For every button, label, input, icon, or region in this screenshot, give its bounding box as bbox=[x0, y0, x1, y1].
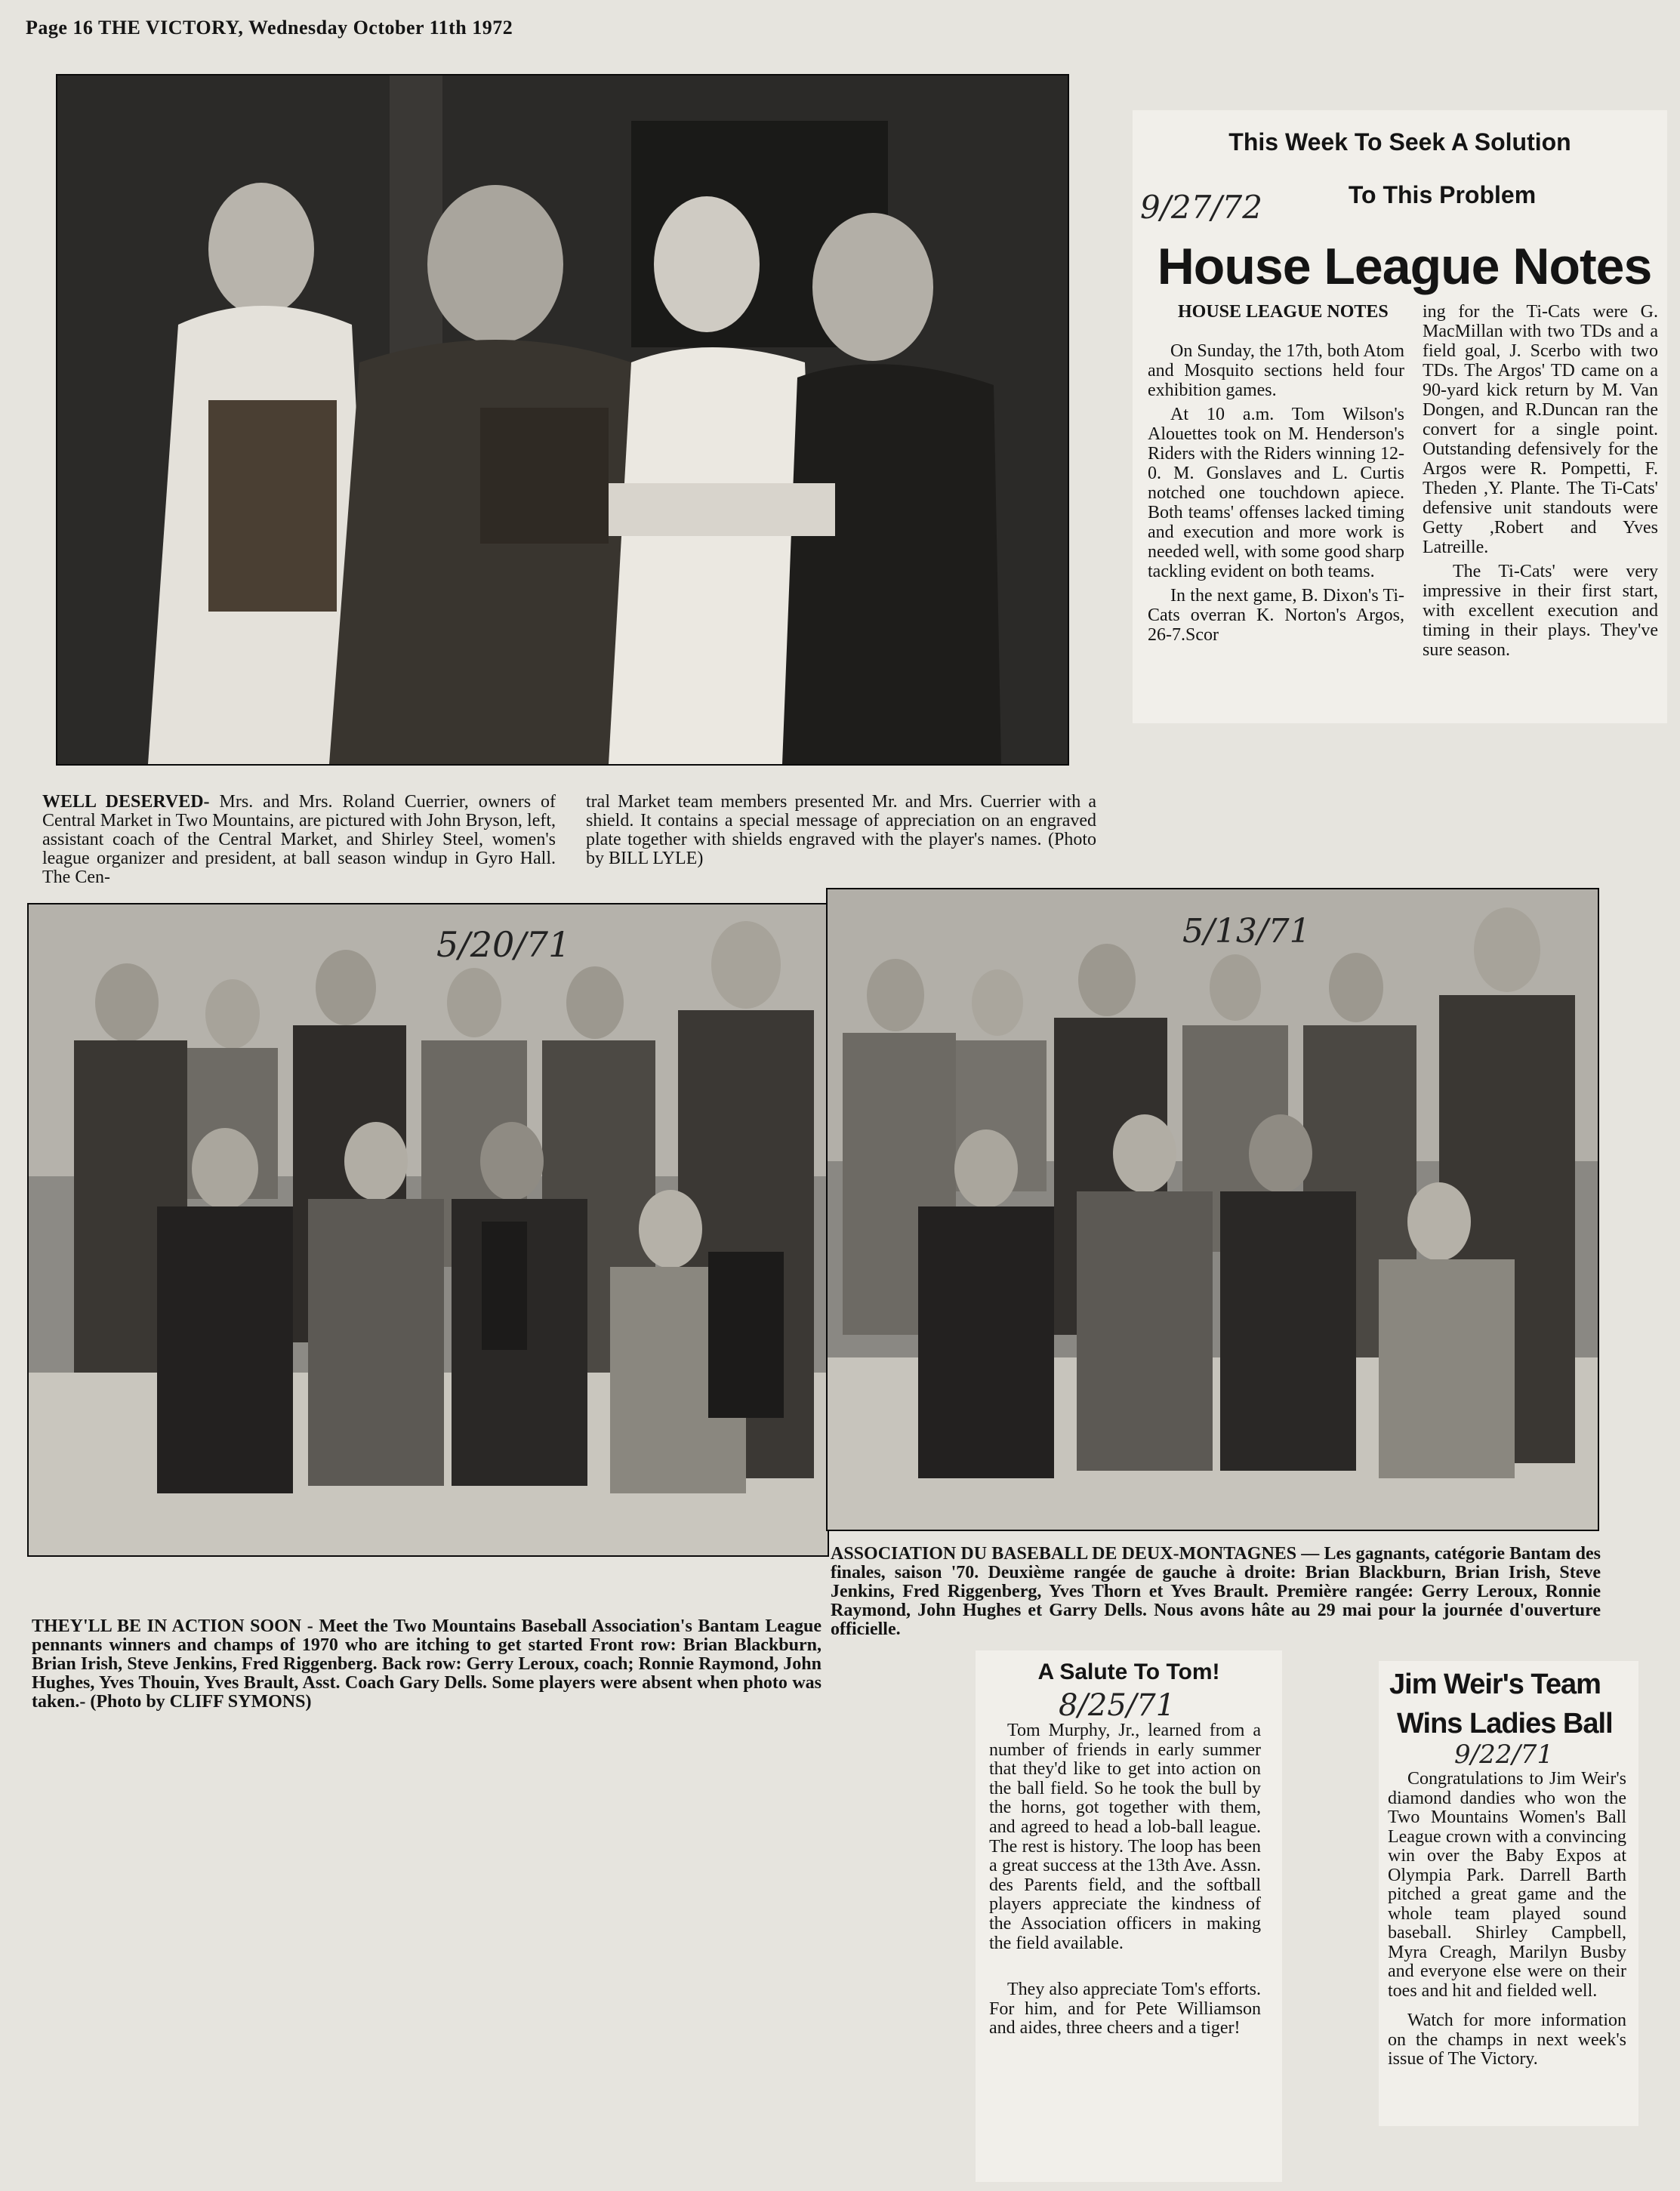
caption-text: — Les gagnants, catégorie Bantam des finales, saison '70. Deuxième rangée de gauche à droite: Brian Blackburn, Brian Irish, Steve Jenkins, Fred Riggenberg, Yves Thorn et Yves Brault. Première rangée: Gerry Leroux, Ronnie Raymond, John Hughes et Garry Dells. Nous avons hâte au 29 mai pour la journée d'ouverture officielle. bbox=[831, 1544, 1601, 1639]
bantam-team-photo-left bbox=[27, 903, 829, 1557]
headline-line-1: Jim Weir's Team bbox=[1389, 1669, 1601, 1700]
paragraph: Watch for more information on the champs in next week's issue of The Victory. bbox=[1388, 2011, 1626, 2069]
association-caption bbox=[831, 1545, 1601, 1639]
kicker-line-1: This Week To Seek A Solution bbox=[1228, 128, 1571, 156]
caption-text: Mrs. and Mrs. Roland Cuerrier, owners of Central Market in Two Mountains, are pictured with John Bryson, left, assistant coach of the Central Market, and Shirley Steel, women's league organizer and president, at ball season windup in Gyro Hall. The Cen- bbox=[42, 792, 556, 887]
article-column-1 bbox=[1148, 341, 1404, 649]
headline-line-2: Wins Ladies Ball bbox=[1397, 1708, 1613, 1740]
well-deserved-caption-col1 bbox=[42, 793, 556, 887]
page-header: Page 16 THE VICTORY, Wednesday October 11th 1972 bbox=[26, 17, 513, 39]
salute-to-tom-clipping bbox=[976, 1650, 1282, 2182]
paragraph: ing for the Ti-Cats were G. MacMillan with two TDs and a field goal, J. Scerbo with two TDs. The Argos' TD came on a 90-yard kick return by M. Van Dongen, and R.Duncan ran the convert for a single point. Outstanding defensively for the Argos were R. Pompetti, F. Theden ,Y. Plante. The Ti-Cats' defensive unit standouts were Getty ,Robert and Yves Latreille. bbox=[1423, 302, 1658, 557]
trophy-presentation-photo bbox=[56, 74, 1069, 766]
headline: House League Notes bbox=[1157, 238, 1652, 295]
caption-lead: THEY'LL BE IN ACTION SOON bbox=[32, 1616, 302, 1636]
action-soon-caption bbox=[32, 1617, 822, 1712]
paragraph: In the next game, B. Dixon's Ti-Cats overran K. Norton's Argos, 26-7.Scor bbox=[1148, 586, 1404, 645]
article-body bbox=[1388, 1770, 1626, 2074]
caption-text: - Meet the Two Mountains Baseball Association's Bantam League pennants winners and champs of 1970 who are itching to get started Front row: Brian Blackburn, Brian Irish, Steve Jenkins, Fred Riggenberg. Back row: Gerry Leroux, coach; Ronnie Raymond, John Hughes, Yves Thouin, Yves Brault, Asst. Coach Gary Dells. Some players were absent when photo was taken.- (Photo by CLIFF SYMONS) bbox=[32, 1616, 822, 1712]
handwritten-date-note: 9/27/72 bbox=[1140, 189, 1262, 226]
article-column-2 bbox=[1423, 302, 1658, 664]
paragraph: Congratulations to Jim Weir's diamond dandies who won the Two Mountains Women's Ball League crown with a convincing win over the Baby Expos at Olympia Park. Darrell Barth pitched a great game and the whole team played sound baseball. Shirley Campbell, Myra Creagh, Marilyn Busby and everyone else were on their toes and hit and fielded well. bbox=[1388, 1769, 1626, 2001]
paragraph: At 10 a.m. Tom Wilson's Alouettes took on M. Henderson's Riders with the Riders winning 12-0. M. Gonslaves and L. Curtis notched one touchdown apiece. Both teams' offenses lacked timing and execution and more work is needed well, with some good sharp tackling evident on both teams. bbox=[1148, 405, 1404, 581]
headline: A Salute To Tom! bbox=[1037, 1659, 1220, 1684]
handwritten-date-note: 5/13/71 bbox=[1182, 912, 1311, 951]
handwritten-date-note: 8/25/71 bbox=[1059, 1688, 1176, 1723]
handwritten-date-note: 5/20/71 bbox=[436, 924, 571, 965]
bantam-team-photo-right bbox=[826, 888, 1599, 1531]
handwritten-date-note: 9/22/71 bbox=[1454, 1740, 1554, 1770]
paragraph: The Ti-Cats' were very impressive in their first start, with excellent execution and timing in their plays. They've sure season. bbox=[1423, 562, 1658, 660]
kicker-line-2: To This Problem bbox=[1348, 181, 1537, 208]
house-league-clipping bbox=[1133, 110, 1667, 723]
subhead: HOUSE LEAGUE NOTES bbox=[1178, 302, 1389, 322]
jim-weir-clipping bbox=[1379, 1661, 1638, 2126]
paragraph: They also appreciate Tom's efforts. For him, and for Pete Williamson and aides, three cheers and a tiger! bbox=[989, 1980, 1261, 2038]
paragraph: Tom Murphy, Jr., learned from a number of friends in early summer that they'd like to get into action on the ball field. So he took the bull by the horns, got together with them, and agreed to head a lob-ball league. The rest is history. The loop has been a great success at the 13th Ave. Assn. des Parents field, and the softball players appreciate the kindness of the Association officers in making the field available. bbox=[989, 1721, 1261, 1953]
article-body bbox=[989, 1721, 1261, 2043]
well-deserved-caption-col2: tral Market team members presented Mr. and Mrs. Cuerrier with a shield. It contains a special message of appreciation on an engraved plate together with shields engraved with the player's names. (Photo by BILL LYLE) bbox=[586, 792, 1096, 868]
caption-lead: WELL DESERVED- bbox=[42, 792, 210, 812]
paragraph: On Sunday, the 17th, both Atom and Mosquito sections held four exhibition games. bbox=[1148, 341, 1404, 400]
caption-lead: ASSOCIATION DU BASEBALL DE DEUX-MONTAGNES bbox=[831, 1544, 1297, 1564]
